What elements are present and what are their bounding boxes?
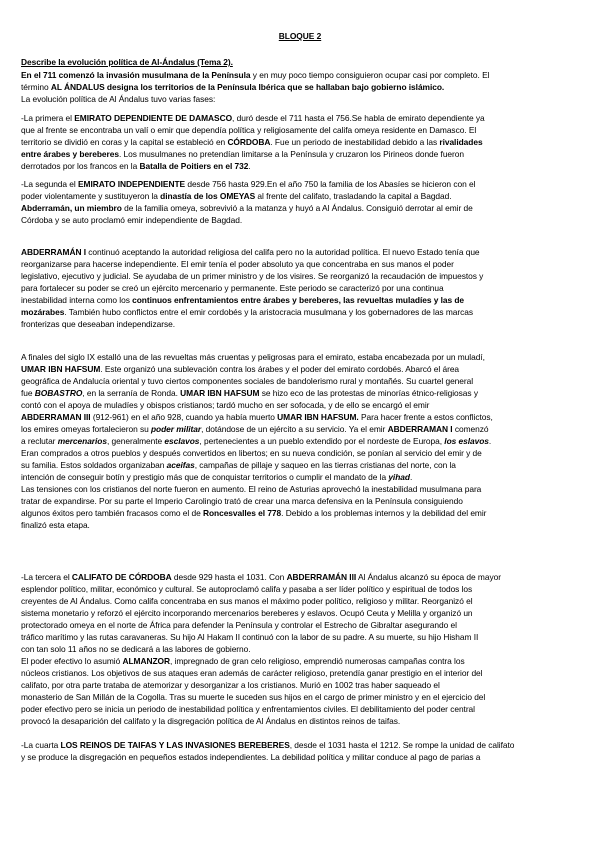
text-line [21, 295, 464, 306]
text-run: . También hubo conflictos entre el emir cordobés y la aristocracia musulmana y los gobernadores de las marcas [64, 307, 474, 317]
text-run: UMAR IBN HAFSUM. [277, 412, 359, 422]
text-run: comenzó [452, 424, 489, 434]
text-line [21, 125, 476, 136]
text-line [21, 161, 251, 172]
text-run: -La primera el [21, 113, 75, 123]
text-run: algunos éxitos pero también fracasos como el de [21, 508, 203, 518]
text-run: aceifas [166, 460, 195, 470]
text-line [21, 215, 242, 226]
text-run: y se produce la disgregación en pequeños estados independientes. La debilidad política y militar conduce al pago de parias a [21, 752, 481, 762]
text-line [21, 572, 501, 583]
text-line [21, 57, 233, 68]
text-line [21, 460, 456, 471]
text-run: y en muy poco tiempo consiguieron ocupar casi por completo. El [250, 70, 490, 80]
text-run: contó con el apoya de muladíes y obispos cristianos; tardó mucho en ser sofocada, y de ello se encargó el emir [21, 400, 430, 410]
text-run: EMIRATO DEPENDIENTE DE DAMASCO [74, 113, 233, 123]
text-run: tráfico marítimo y las rutas caravaneras. Su hijo Al Hakam II continuó con la labor de su padre. A su muerte, su hijo Hisham II [21, 632, 479, 642]
text-run: desde 929 hasta el 1031. Con [171, 572, 287, 582]
text-line [21, 113, 485, 124]
text-run: territorio se dividió en coras y la capital se estableció en [21, 137, 228, 147]
text-run: continuos enfrentamientos entre árabes y bereberes, las revueltas muladíes y las de [132, 295, 465, 305]
text-run: tratar de expandirse. Por su parte el Imperio Carolingio trató de crear una marca defensiva en la Península consiguiendo [21, 496, 463, 506]
text-run: , en la serranía de Ronda. [82, 388, 181, 398]
text-run: La evolución política de Al Ándalus tuvo varias fases: [21, 94, 216, 104]
text-run: poder violentamente y sustituyeron la [21, 191, 161, 201]
text-line [21, 283, 444, 294]
text-line [21, 608, 473, 619]
text-run: , desde el 1031 hasta el 1212. Se rompe la unidad de califato [289, 740, 515, 750]
text-line [21, 596, 473, 607]
text-run: . [248, 161, 251, 171]
text-run: Para hacer frente a estos conflictos, [358, 412, 493, 422]
text-line [21, 179, 475, 190]
text-run: LOS REINOS DE TAIFAS Y LAS INVASIONES BEREBERES [60, 740, 290, 750]
text-run: derrotados por los francos en la [21, 161, 140, 171]
text-line [21, 680, 440, 691]
text-run: Eran comprados a otros pueblos y después convertidos en libertos; en su nueva condición, se ponían al servicio del emir y de [21, 448, 482, 458]
text-run: Batalla de Poitiers en el 732 [139, 161, 249, 171]
text-run: desde 756 hasta 929.En el año 750 la familia de los Abasíes se hicieron con el [185, 179, 476, 189]
text-run: (912-961) en el año 928, cuando ya había muerto [90, 412, 278, 422]
text-run: fue [21, 388, 35, 398]
text-run: ABDERRAMÁN III [286, 572, 357, 582]
text-line [21, 704, 475, 715]
text-run: . Fue un periodo de inestabilidad debido a las [270, 137, 440, 147]
text-run: Describe la evolución política de Al-Ándalus (Tema 2). [21, 57, 233, 67]
text-run: su familia. Estos soldados organizaban [21, 460, 167, 470]
text-run: entre árabes y bereberes [21, 149, 119, 159]
text-run: , dotándose de un ejército a su servicio. Ya el emir [201, 424, 388, 434]
text-run: para fortalecer su poder se creó un ejército mercenario y permanente. Este periodo se caracterizó por una continua [21, 283, 444, 293]
text-line [21, 412, 493, 423]
text-run: con tan solo 11 años no se dedicará a las labores de gobierno. [21, 644, 251, 654]
text-line [21, 352, 485, 363]
text-line [21, 656, 465, 667]
text-run: los eslavos [444, 436, 489, 446]
text-run: protectorado omeya en el norte de África para defender la Península y controlar el Estrecho de Gibraltar asegurando el [21, 620, 457, 630]
text-run: geográfica de Andalucía oriental y tuvo ciertos componentes sociales de bandolerismo rural y montañés. Su cuartel general [21, 376, 474, 386]
text-run: intención de conseguir botín y prestigio más que de conquistar territorios o cumplir el mandato de la [21, 472, 389, 482]
text-run: califato, por otra parte trataba de atemorizar y desorganizar a los cristianos. Murió en 1002 tras haber saqueado el [21, 680, 440, 690]
text-run: ABDERRAMAN I [387, 424, 453, 434]
text-run: esplendor político, militar, económico y cultural. Se autoproclamó califa y pasaba a ser líder político y espiritual de todos los [21, 584, 473, 594]
text-run: UMAR IBN HAFSUM [180, 388, 260, 398]
text-run: ABDERRAMÁN I [21, 247, 87, 257]
text-run: fronterizas que deseaban independizarse. [21, 319, 175, 329]
text-line [21, 388, 478, 399]
text-run: rivalidades [439, 137, 483, 147]
text-line [21, 191, 452, 202]
text-run: CALIFATO DE CÓRDOBA [71, 572, 172, 582]
text-run: los emires omeyas fortalecieron su [21, 424, 151, 434]
text-line [21, 496, 463, 507]
text-line [21, 752, 480, 763]
text-line [21, 137, 483, 148]
text-run: continuó aceptando la autoridad religiosa del califa pero no la autoridad política. El nuevo Estado tenía que [86, 247, 480, 257]
text-run: término [21, 82, 51, 92]
text-run: Las tensiones con los cristianos del norte fueron en aumento. El reino de Asturias aprovechó la inestabilidad musulmana para [21, 484, 482, 494]
text-run: En el 711 comenzó la invasión musulmana de la Península [21, 70, 251, 80]
text-line [21, 668, 482, 679]
text-run: que al frente se encontraba un valí o emir que dependía política y religiosamente del califa omeya residente en Damasco. El [21, 125, 477, 135]
text-line [21, 271, 483, 282]
text-run: . [409, 472, 413, 482]
text-run: monasterio de San Millán de la Cogolla. Tras su muerte le suceden sus hijos en el cargo de primer ministro y en el ejercicio del [21, 692, 486, 702]
text-run: A finales del siglo IX estalló una de las revueltas más cruentas y peligrosas para el emirato, estaba encabezada por un muladí, [21, 352, 485, 362]
text-run: . [488, 436, 492, 446]
text-run: , pertenecientes a un pueblo extendido por el nordeste de Europa, [199, 436, 445, 446]
text-run: mercenarios [57, 436, 107, 446]
text-line [21, 520, 90, 531]
text-run: reorganizarse para hacerse independiente. El emir tenía el poder absoluto ya que concentraba en sus manos el poder [21, 259, 454, 269]
text-line [21, 307, 473, 318]
text-line [21, 448, 482, 459]
text-run: . Debido a los problemas internos y la debilidad del emir [281, 508, 487, 518]
text-line [21, 82, 444, 93]
text-run: -La segunda el [21, 179, 78, 189]
block-title: BLOQUE 2 [278, 31, 322, 41]
text-line [21, 436, 491, 447]
text-run: , duró desde el 711 hasta el 756.Se habla de emirato dependiente ya [232, 113, 485, 123]
text-line [21, 740, 514, 751]
text-run: , generalmente [106, 436, 165, 446]
text-line [21, 259, 454, 270]
text-run: -La tercera el [21, 572, 72, 582]
text-run: yihad [388, 472, 410, 482]
text-run: . Este organizó una sublevación contra los árabes y el poder del emirato cordobés. Abarcó el área [100, 364, 460, 374]
text-run: EMIRATO INDEPENDIENTE [78, 179, 186, 189]
text-line [21, 376, 473, 387]
text-run: poder militar [150, 424, 202, 434]
text-run: El poder efectivo lo asumió [21, 656, 123, 666]
text-run: Abderramán, un miembro [21, 203, 122, 213]
text-run: poder efectivo pero se inicia un periodo de inestabilidad política y enfrentamientos civiles. El debilitamiento del poder central [21, 704, 475, 714]
text-run: creyentes de Al Ándalus. Como califa concentraba en sus manos el máximo poder político, religioso y militar. Reorganizó el [21, 596, 473, 606]
text-line [21, 424, 489, 435]
text-run: se hizo eco de las protestas de minorías étnico-religiosas y [259, 388, 478, 398]
text-line [21, 484, 481, 495]
text-run: , campañas de pillaje y saqueo en las tierras cristianas del norte, con la [194, 460, 456, 470]
text-run: UMAR IBN HAFSUM [21, 364, 101, 374]
text-run: al frente del califato, trasladando la capital a Bagdad. [255, 191, 452, 201]
text-line [21, 94, 215, 105]
text-line [21, 716, 400, 727]
text-line [21, 472, 412, 483]
text-run: Roncesvalles el 778 [202, 508, 282, 518]
text-run: CÓRDOBA [227, 137, 271, 147]
text-line [21, 620, 457, 631]
text-run: Al Ándalus alcanzó su época de mayor [356, 572, 501, 582]
text-run: sistema monetario y reforzó el ejército incorporando mercenarios bereberes y eslavos. Ocupó Ceuta y Melilla y organizó un [21, 608, 473, 618]
text-line [21, 692, 485, 703]
text-run: esclavos [164, 436, 200, 446]
text-run: de la familia omeya, sobrevivió a la matanza y huyó a Al Ándalus. Consiguió derrotar al emir de [121, 203, 473, 213]
text-line [21, 70, 489, 81]
text-run: ABDERRAMAN III [21, 412, 91, 422]
text-run: , impregnado de gran celo religioso, emprendió numerosas campañas contra los [170, 656, 465, 666]
text-line [21, 364, 459, 375]
text-run: Córdoba y se auto proclamó emir independiente de Bagdad. [21, 215, 243, 225]
text-run: BOBASTRO [34, 388, 83, 398]
text-line [21, 508, 486, 519]
text-line [21, 644, 251, 655]
text-run: dinastía de los OMEYAS [160, 191, 256, 201]
text-run: provocó la desaparición del califato y la disgregación política de Al Ándalus en distintos reinos de taifas. [21, 716, 401, 726]
text-run: mozárabes [21, 307, 65, 317]
text-line [21, 247, 480, 258]
text-run: ALMANZOR [122, 656, 170, 666]
text-run: AL ÁNDALUS designa los territorios de la Península Ibérica que se hallaban bajo gobierno islámico. [50, 82, 445, 92]
text-line [21, 203, 473, 214]
text-run: núcleos cristianos. Los objetivos de sus ataques eran además de carácter religioso, pretendía ganar prestigio en el interior del [21, 668, 483, 678]
text-line [21, 400, 429, 411]
text-line [21, 632, 478, 643]
text-line [21, 319, 175, 330]
text-run: inestabilidad interna como los [21, 295, 133, 305]
text-run: . Los musulmanes no pretendían limitarse a la Península y cruzaron los Pirineos donde fueron [118, 149, 464, 159]
text-run: legislativo, ejecutivo y judicial. Se ayudaba de un primer ministro y de los visires. Se reorganizó la recaudación de impuestos y [21, 271, 484, 281]
text-line [21, 584, 472, 595]
text-run: a reclutar [21, 436, 58, 446]
text-run: -La cuarta [21, 740, 61, 750]
text-run: finalizó esta etapa. [21, 520, 90, 530]
text-line [21, 149, 464, 160]
